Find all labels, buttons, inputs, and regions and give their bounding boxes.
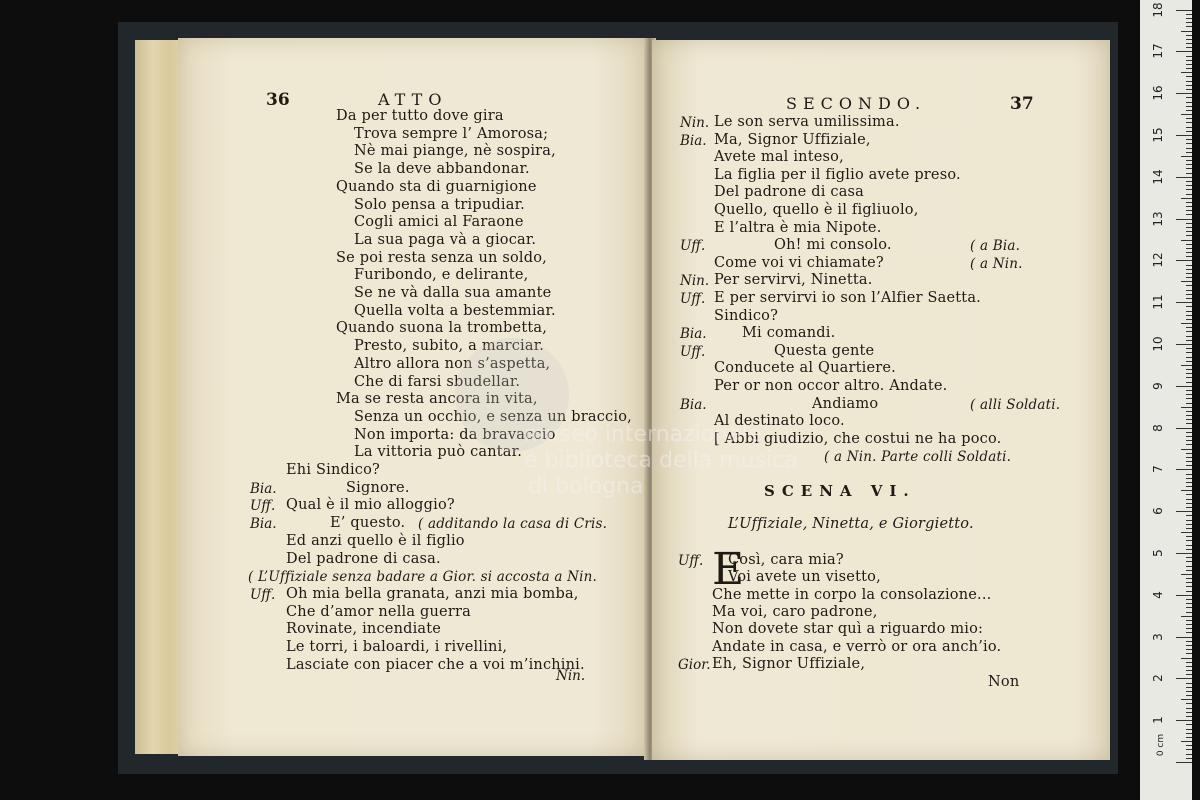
ruler-number: 7 <box>1151 465 1165 474</box>
ruler-number: 17 <box>1151 43 1165 60</box>
ruler-tick <box>1186 749 1192 750</box>
ruler-tick <box>1186 139 1192 140</box>
ruler-tick <box>1186 390 1192 391</box>
ruler-tick <box>1186 729 1192 730</box>
ruler-tick <box>1186 436 1192 437</box>
ruler-tick <box>1181 240 1192 241</box>
ruler-tick <box>1186 306 1192 307</box>
ruler-tick <box>1186 319 1192 320</box>
stage-direction: ( additando la casa di Cris. <box>418 516 608 533</box>
verse-line: Nè mai piange, nè sospira, <box>354 143 556 160</box>
ruler-tick <box>1186 189 1192 190</box>
ruler-tick <box>1186 160 1192 161</box>
ruler-tick <box>1186 411 1192 412</box>
ruler-tick <box>1186 331 1192 332</box>
catchword-left: Nin. <box>556 668 586 684</box>
verse-line: Quella volta a bestemmiar. <box>354 302 556 319</box>
verse-line: Signore. <box>346 479 410 496</box>
verse-line: Quando suona la trombetta, <box>336 320 548 337</box>
verse-line: Se ne và dalla sua amante <box>354 285 552 301</box>
ruler-tick <box>1176 553 1192 554</box>
verse-line: E per servirvi io son l’Alfier Saetta. <box>714 290 981 306</box>
ruler-tick <box>1186 586 1192 587</box>
ruler-tick <box>1186 227 1192 228</box>
verse-line: Mi comandi. <box>742 325 836 342</box>
ruler-tick <box>1186 39 1192 40</box>
watermark-line-1: museo internazionale <box>524 422 762 447</box>
page-number-left: 36 <box>266 90 290 110</box>
ruler-tick <box>1176 219 1192 220</box>
running-header-right: SECONDO. <box>786 94 927 113</box>
verse-line: Ma, Signor Uffiziale, <box>714 131 871 148</box>
ruler-tick <box>1186 624 1192 625</box>
ruler-tick <box>1186 499 1192 500</box>
ruler-tick <box>1186 285 1192 286</box>
verse-line: Oh! mi consolo. <box>774 237 892 254</box>
ruler-tick <box>1186 168 1192 169</box>
ruler-tick <box>1176 511 1192 512</box>
ruler-tick <box>1186 503 1192 504</box>
ruler-tick <box>1186 60 1192 61</box>
ruler-tick <box>1186 35 1192 36</box>
ruler-tick <box>1181 281 1192 282</box>
verse-line: Ma voi, caro padrone, <box>712 603 878 620</box>
ruler-tick <box>1181 72 1192 73</box>
ruler-tick <box>1176 10 1192 11</box>
ruler-tick <box>1181 407 1192 408</box>
ruler-tick <box>1181 574 1192 575</box>
ruler-tick <box>1186 315 1192 316</box>
catchword-right: Non <box>988 674 1020 690</box>
ruler-tick <box>1176 762 1192 763</box>
ruler-tick <box>1186 244 1192 245</box>
stage-direction: ( alli Soldati. <box>970 396 1061 413</box>
ruler-tick <box>1186 214 1192 215</box>
verse-line: Cogli amici al Faraone <box>354 214 524 231</box>
ruler-number: 11 <box>1151 294 1165 310</box>
ruler-tick <box>1186 127 1192 128</box>
ruler-tick <box>1181 31 1192 32</box>
speaker-label: Uff. <box>680 238 706 255</box>
scene-title: SCENA VI. <box>764 482 916 500</box>
ruler-number: 2 <box>1151 674 1165 683</box>
verse-line: La sua paga và a giocar. <box>354 231 537 248</box>
verse-line: Come voi vi chiamate? <box>714 254 884 271</box>
ruler-tick <box>1186 56 1192 57</box>
ruler-tick <box>1176 51 1192 52</box>
verse-line: La figlia per il figlio avete preso. <box>714 166 961 183</box>
ruler-tick <box>1186 143 1192 144</box>
ruler-tick <box>1186 223 1192 224</box>
ruler-tick <box>1186 549 1192 550</box>
stage-direction: ( L’Uffiziale senza badare a Gior. si accosta a Nin. <box>248 569 598 586</box>
ruler-tick <box>1186 453 1192 454</box>
speaker-label: Uff. <box>680 291 706 307</box>
ruler-tick <box>1186 524 1192 525</box>
ruler-tick <box>1186 566 1192 567</box>
verse-line: Andiamo <box>812 395 879 412</box>
ruler-tick <box>1186 415 1192 416</box>
ruler-tick <box>1186 14 1192 15</box>
ruler-tick <box>1186 265 1192 266</box>
verse-line: Furibondo, e delirante, <box>354 267 529 284</box>
ruler-tick <box>1186 26 1192 27</box>
ruler-tick <box>1186 599 1192 600</box>
ruler-tick <box>1176 344 1192 345</box>
ruler-tick <box>1186 607 1192 608</box>
ruler-tick <box>1186 545 1192 546</box>
ruler-tick <box>1181 658 1192 659</box>
verse-line: Al destinato loco. <box>714 413 845 430</box>
ruler-tick <box>1176 135 1192 136</box>
speaker-label: Nin. <box>680 273 710 290</box>
ruler-tick <box>1186 570 1192 571</box>
ruler-tick <box>1176 260 1192 261</box>
ruler-number: 4 <box>1151 590 1165 599</box>
ruler-tick <box>1186 206 1192 207</box>
verse-line: Quello, quello è il figliuolo, <box>714 202 919 218</box>
ruler-number: 1 <box>1151 716 1165 725</box>
ruler-tick <box>1186 649 1192 650</box>
ruler-tick <box>1181 490 1192 491</box>
ruler-tick <box>1186 348 1192 349</box>
ruler-tick <box>1186 327 1192 328</box>
verse-line: Ehi Sindico? <box>286 462 381 478</box>
verse-line: Che di farsi sbudellar. <box>354 373 521 390</box>
ruler-tick <box>1186 540 1192 541</box>
left-page <box>178 38 648 756</box>
ruler-tick <box>1186 440 1192 441</box>
ruler-tick <box>1186 361 1192 362</box>
ruler-tick <box>1181 156 1192 157</box>
speaker-label: Bia. <box>680 132 707 149</box>
ruler-number: 16 <box>1151 85 1165 101</box>
verse-line: [ Abbi giudizio, che costui ne ha poco. <box>714 430 1002 447</box>
right-page <box>652 40 1110 760</box>
verse-line: Andate in casa, e verrò or ora anch’io. <box>712 638 1002 655</box>
ruler-tick <box>1186 620 1192 621</box>
ruler-tick <box>1186 482 1192 483</box>
ruler-tick <box>1186 708 1192 709</box>
verse-line: E’ questo. <box>330 515 406 532</box>
ruler-tick <box>1186 662 1192 663</box>
speaker-label: Bia. <box>680 326 707 343</box>
speaker-label: Bia. <box>680 396 707 413</box>
ruler-tick <box>1186 152 1192 153</box>
ruler-tick <box>1181 699 1192 700</box>
ruler-tick <box>1186 210 1192 211</box>
verse-line: Da per tutto dove gira <box>336 108 504 124</box>
ruler-tick <box>1186 683 1192 684</box>
ruler-tick <box>1186 403 1192 404</box>
ruler-tick <box>1186 377 1192 378</box>
ruler-tick <box>1186 311 1192 312</box>
ruler-number: 10 <box>1151 336 1165 352</box>
drop-cap: E <box>712 544 745 595</box>
scene-characters: L’Uffiziale, Ninetta, e Giorgietto. <box>728 516 974 532</box>
verse-line: Trova sempre l’ Amorosa; <box>354 125 549 142</box>
ruler-tick <box>1186 507 1192 508</box>
verse-line: Che mette in corpo la consolazione... <box>712 586 992 603</box>
verse-line: La vittoria può cantar. <box>354 444 523 461</box>
watermark-line-2: e biblioteca della musica <box>524 448 798 473</box>
ruler-tick <box>1186 612 1192 613</box>
ruler-tick <box>1176 428 1192 429</box>
ruler-tick <box>1186 474 1192 475</box>
ruler-tick <box>1186 382 1192 383</box>
ruler-tick <box>1186 336 1192 337</box>
ruler-number: 13 <box>1151 210 1165 227</box>
ruler-tick <box>1186 674 1192 675</box>
verse-line: Non importa: da bravaccio <box>354 426 556 443</box>
stage-direction: ( a Bia. <box>970 238 1021 255</box>
verse-line: Presto, subito, a marciar. <box>354 338 545 355</box>
verse-line: E l’altra è mia Nipote. <box>714 219 882 236</box>
ruler-tick <box>1186 277 1192 278</box>
ruler-tick <box>1186 712 1192 713</box>
verse-line: Se poi resta senza un soldo, <box>336 249 547 266</box>
ruler-tick <box>1186 394 1192 395</box>
ruler-tick <box>1181 365 1192 366</box>
ruler-tick <box>1186 724 1192 725</box>
ruler-tick <box>1181 323 1192 324</box>
ruler-tick <box>1186 582 1192 583</box>
ruler-tick <box>1186 515 1192 516</box>
ruler-tick <box>1186 373 1192 374</box>
verse-line: Questa gente <box>774 342 875 359</box>
ruler-tick <box>1181 449 1192 450</box>
ruler-tick <box>1186 110 1192 111</box>
ruler-tick <box>1186 486 1192 487</box>
ruler-tick <box>1186 695 1192 696</box>
ruler-tick <box>1186 85 1192 86</box>
measuring-ruler <box>1140 0 1192 800</box>
verse-line: Voi avete un visetto, <box>728 569 881 586</box>
speaker-label: Gior. <box>678 656 711 673</box>
ruler-tick <box>1186 68 1192 69</box>
speaker-label: Uff. <box>250 586 276 603</box>
ruler-tick <box>1186 340 1192 341</box>
verse-line: Per servirvi, Ninetta. <box>714 272 873 289</box>
ruler-tick <box>1186 248 1192 249</box>
ruler-tick <box>1186 148 1192 149</box>
ruler-tick <box>1186 102 1192 103</box>
ruler-tick <box>1176 93 1192 94</box>
ruler-tick <box>1186 666 1192 667</box>
ruler-tick <box>1186 478 1192 479</box>
ruler-tick <box>1186 423 1192 424</box>
verse-line: Se la deve abbandonar. <box>354 161 530 178</box>
ruler-tick <box>1186 76 1192 77</box>
ruler-number: 15 <box>1151 127 1165 143</box>
verse-line: Del padrone di casa <box>714 184 865 201</box>
ruler-tick <box>1186 122 1192 123</box>
ruler-tick <box>1186 290 1192 291</box>
ruler-tick <box>1186 653 1192 654</box>
verse-line: Ed anzi quello è il figlio <box>286 532 465 549</box>
ruler-tick <box>1186 231 1192 232</box>
speaker-label: Uff. <box>250 498 276 515</box>
verse-line: Che d’amor nella guerra <box>286 603 471 620</box>
ruler-tick <box>1186 733 1192 734</box>
ruler-tick <box>1186 419 1192 420</box>
ruler-tick <box>1186 561 1192 562</box>
verse-line: Le son serva umilissima. <box>714 114 900 130</box>
verse-line: Avete mal inteso, <box>714 149 844 166</box>
ruler-tick <box>1186 520 1192 521</box>
ruler-tick <box>1176 177 1192 178</box>
ruler-tick <box>1186 235 1192 236</box>
ruler-tick <box>1176 386 1192 387</box>
verse-line: Non dovete star quì a riguardo mio: <box>712 621 984 638</box>
ruler-tick <box>1186 398 1192 399</box>
ruler-tick <box>1186 645 1192 646</box>
ruler-tick <box>1186 494 1192 495</box>
ruler-tick <box>1186 461 1192 462</box>
stage-direction: ( a Nin. Parte colli Soldati. <box>824 449 1012 466</box>
ruler-tick <box>1186 754 1192 755</box>
ruler-number: 5 <box>1151 549 1165 557</box>
speaker-label: Bia. <box>250 516 277 533</box>
ruler-tick <box>1186 465 1192 466</box>
ruler-tick <box>1186 432 1192 433</box>
ruler-tick <box>1186 536 1192 537</box>
ruler-tick <box>1186 185 1192 186</box>
ruler-tick <box>1186 269 1192 270</box>
ruler-tick <box>1186 578 1192 579</box>
ruler-tick <box>1186 18 1192 19</box>
ruler-tick <box>1186 716 1192 717</box>
ruler-tick <box>1186 444 1192 445</box>
ruler-tick <box>1186 97 1192 98</box>
ruler-tick <box>1186 758 1192 759</box>
ruler-tick <box>1176 637 1192 638</box>
ruler-number: 8 <box>1151 423 1165 432</box>
ruler-tick <box>1186 294 1192 295</box>
ruler-tick <box>1186 603 1192 604</box>
stage-direction: ( a Nin. <box>970 255 1023 272</box>
verse-line: Ma se resta ancora in vita, <box>336 391 538 408</box>
verse-line: Oh mia bella granata, anzi mia bomba, <box>286 585 579 602</box>
ruler-tick <box>1186 64 1192 65</box>
ruler-tick <box>1186 43 1192 44</box>
ruler-tick <box>1186 703 1192 704</box>
ruler-tick <box>1186 298 1192 299</box>
ruler-tick <box>1186 181 1192 182</box>
verse-line: Senza un occhio, e senza un braccio, <box>354 408 632 425</box>
ruler-tick <box>1176 595 1192 596</box>
ruler-tick <box>1176 678 1192 679</box>
ruler-tick <box>1176 720 1192 721</box>
page-number-right: 37 <box>1010 94 1034 114</box>
ruler-tick <box>1176 469 1192 470</box>
ruler-tick <box>1186 202 1192 203</box>
ruler-tick <box>1186 194 1192 195</box>
verse-line: Qual è il mio alloggio? <box>286 497 455 514</box>
ruler-tick <box>1186 457 1192 458</box>
ruler-tick <box>1186 369 1192 370</box>
ruler-tick <box>1186 632 1192 633</box>
ruler-tick <box>1186 252 1192 253</box>
ruler-tick <box>1186 357 1192 358</box>
verse-line: Conducete al Quartiere. <box>714 360 896 377</box>
ruler-number: 12 <box>1151 252 1165 269</box>
ruler-tick <box>1186 81 1192 82</box>
ruler-number: 6 <box>1151 507 1165 516</box>
ruler-tick <box>1186 131 1192 132</box>
ruler-tick <box>1186 164 1192 165</box>
verse-line: Eh, Signor Uffiziale, <box>712 655 866 672</box>
ruler-tick <box>1181 741 1192 742</box>
verse-line: Così, cara mia? <box>728 552 844 568</box>
ruler-tick <box>1186 22 1192 23</box>
ruler-tick <box>1186 118 1192 119</box>
ruler-tick <box>1181 616 1192 617</box>
ruler-tick <box>1186 256 1192 257</box>
ruler-tick <box>1181 114 1192 115</box>
running-header-left: ATTO <box>378 90 448 109</box>
speaker-label: Bia. <box>250 480 277 497</box>
ruler-tick <box>1186 528 1192 529</box>
ruler-tick <box>1186 106 1192 107</box>
ruler-tick <box>1186 628 1192 629</box>
ruler-tick <box>1186 670 1192 671</box>
ruler-tick <box>1186 89 1192 90</box>
ruler-number: 9 <box>1151 381 1165 390</box>
ruler-tick <box>1186 687 1192 688</box>
ruler-number: 3 <box>1151 632 1165 641</box>
ruler-tick <box>1186 47 1192 48</box>
ruler-tick <box>1186 591 1192 592</box>
verse-line: Le torri, i baloardi, i rivellini, <box>286 639 508 655</box>
verse-line: Del padrone di casa. <box>286 550 441 567</box>
ruler-tick <box>1186 737 1192 738</box>
verse-line: Sindico? <box>714 307 779 324</box>
ruler-number: 18 <box>1151 1 1165 18</box>
ruler-tick <box>1176 302 1192 303</box>
watermark-text <box>524 422 798 500</box>
watermark-line-3: di bologna <box>528 474 644 499</box>
ruler-tick <box>1186 641 1192 642</box>
ruler-tick <box>1186 352 1192 353</box>
verse-line: Solo pensa a tripudiar. <box>354 196 525 213</box>
ruler-tick <box>1186 173 1192 174</box>
ruler-tick <box>1186 691 1192 692</box>
verse-line: Quando sta di guarnigione <box>336 178 537 195</box>
ruler-tick <box>1181 532 1192 533</box>
verse-line: Per or non occor altro. Andate. <box>714 378 948 394</box>
speaker-label: Uff. <box>680 343 706 360</box>
ruler-number: 14 <box>1151 169 1165 185</box>
ruler-tick <box>1186 273 1192 274</box>
verse-line: Lasciate con piacer che a voi m’inchini. <box>286 656 585 673</box>
verse-line: Rovinate, incendiate <box>286 621 442 638</box>
ruler-tick <box>1181 198 1192 199</box>
verse-line: Altro allora non s’aspetta, <box>354 355 551 372</box>
ruler-tick <box>1186 745 1192 746</box>
ruler-unit-label: 0 cm <box>1156 733 1166 757</box>
ruler-tick <box>1186 557 1192 558</box>
speaker-label: Uff. <box>678 553 704 569</box>
speaker-label: Nin. <box>680 115 710 131</box>
